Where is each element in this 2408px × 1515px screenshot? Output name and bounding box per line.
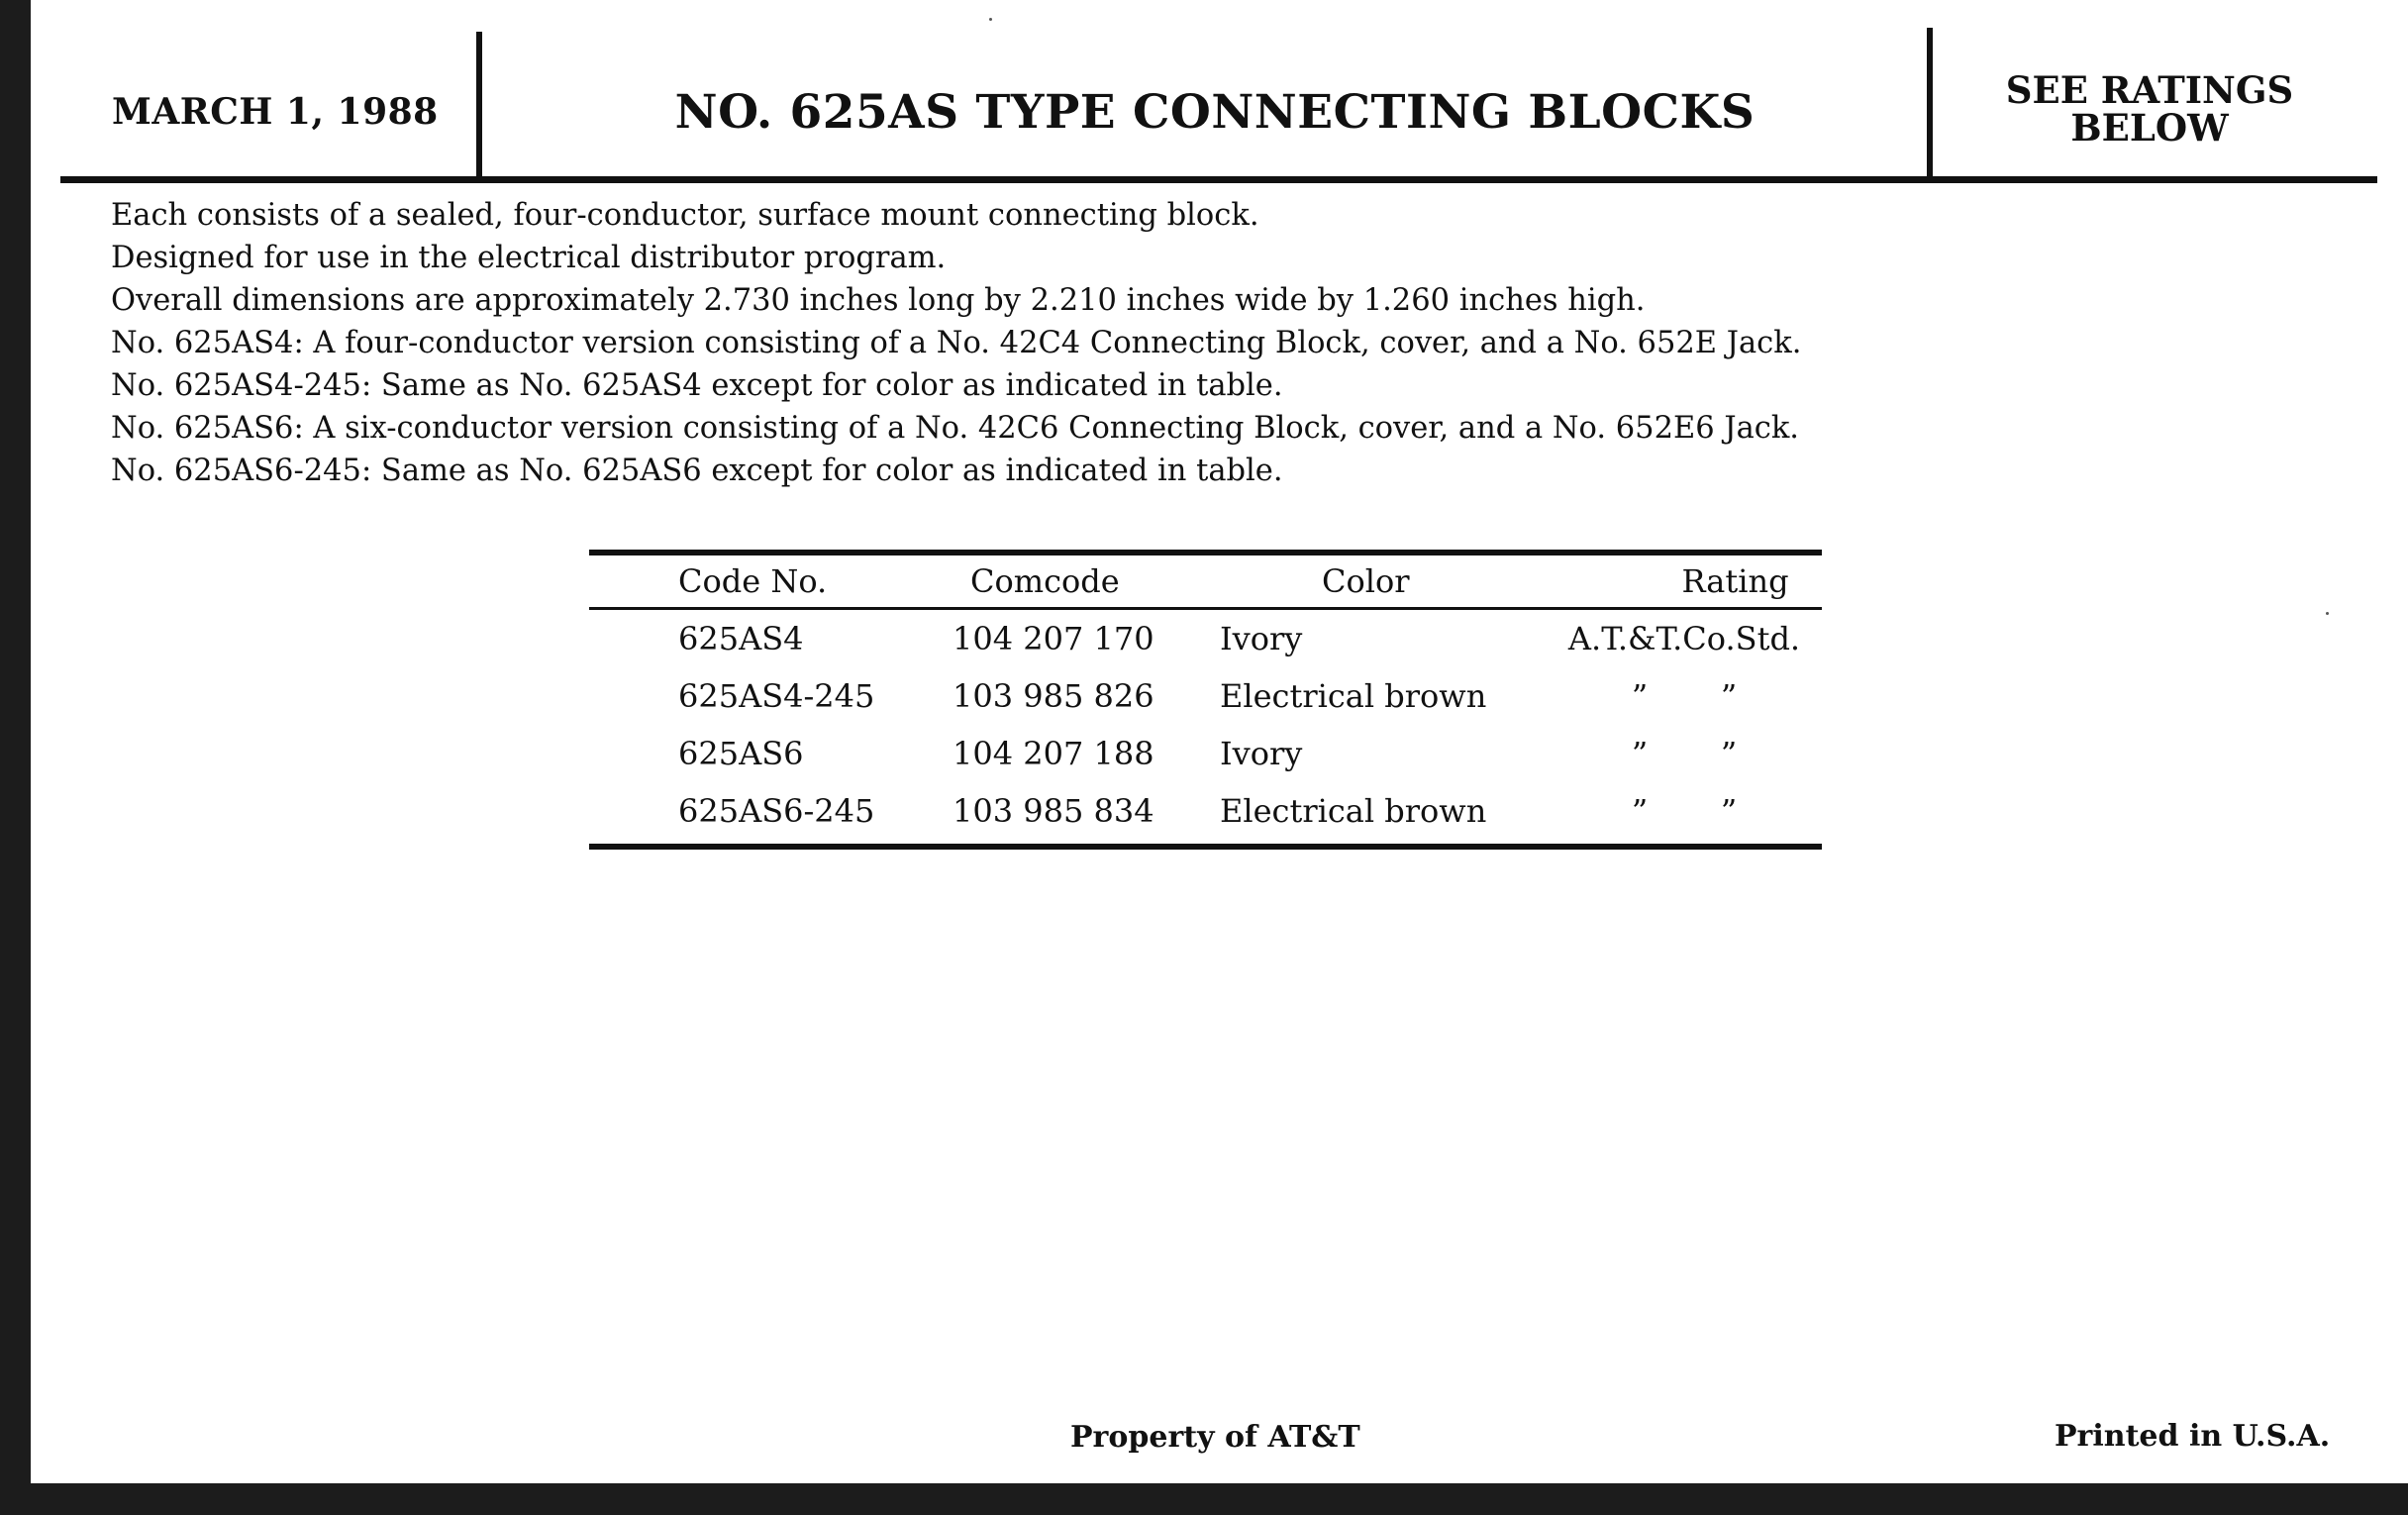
- ditto-mark: ”: [1631, 677, 1649, 715]
- ditto-mark: ”: [1631, 792, 1649, 830]
- table-row: [589, 782, 1822, 840]
- description-block: [111, 194, 2190, 492]
- cell-color: Electrical brown: [1220, 677, 1487, 715]
- column-header-code: Code No.: [678, 562, 828, 600]
- cell-color: Ivory: [1220, 735, 1303, 772]
- description-line: No. 625AS6: A six-conductor version consisting of a No. 42C6 Connecting Block, cover, and a No. 652E6 Jack.: [111, 411, 1800, 446]
- cell-code: 625AS4: [678, 620, 804, 657]
- description-line: Designed for use in the electrical distributor program.: [111, 241, 947, 275]
- document-page: [31, 0, 2408, 1483]
- cell-rating: [1547, 667, 1822, 725]
- column-header-comcode: Comcode: [970, 562, 1120, 600]
- scan-speck: [989, 18, 992, 21]
- footer-printed: Printed in U.S.A.: [2055, 1419, 2331, 1454]
- cell-code: 625AS6-245: [678, 792, 875, 830]
- header-divider-left: [476, 32, 482, 178]
- header-rating-line1: SEE RATINGS: [2005, 68, 2294, 112]
- code-table: [589, 550, 1822, 850]
- table-header-row: [589, 556, 1822, 607]
- page-title: NO. 625AS TYPE CONNECTING BLOCKS: [674, 85, 1756, 140]
- cell-comcode: 104 207 188: [953, 735, 1154, 772]
- table-row: [589, 725, 1822, 782]
- table-row: [589, 667, 1822, 725]
- cell-rating: A.T.&T.Co.Std.: [1567, 620, 1801, 657]
- scan-left-border: [0, 0, 31, 1515]
- code-table-grid: [589, 556, 1822, 607]
- description-line: Overall dimensions are approximately 2.730 inches long by 2.210 inches wide by 1.260 inches high.: [111, 283, 1646, 318]
- description-line: Each consists of a sealed, four-conductor, surface mount connecting block.: [111, 198, 1259, 233]
- cell-comcode: 103 985 834: [953, 792, 1154, 830]
- header-rating-line2: BELOW: [2070, 106, 2229, 150]
- cell-code: 625AS6: [678, 735, 804, 772]
- ditto-mark: ”: [1631, 735, 1649, 772]
- description-line: No. 625AS6-245: Same as No. 625AS6 except for color as indicated in table.: [111, 454, 1283, 488]
- cell-rating: [1547, 782, 1822, 840]
- cell-comcode: 103 985 826: [953, 677, 1154, 715]
- ditto-mark: ”: [1720, 735, 1738, 772]
- ditto-mark: ”: [1720, 792, 1738, 830]
- scan-speck: [2326, 612, 2329, 615]
- cell-color: Electrical brown: [1220, 792, 1487, 830]
- scan-bottom-border: [0, 1483, 2408, 1515]
- column-header-color: Color: [1322, 562, 1410, 600]
- ditto-mark: ”: [1720, 677, 1738, 715]
- header-rating-note: [1952, 68, 2348, 150]
- description-line: No. 625AS4: A four-conductor version consisting of a No. 42C4 Connecting Block, cover, and a No. 652E Jack.: [111, 326, 1802, 360]
- header-divider-right: [1927, 28, 1933, 178]
- table-row: [589, 610, 1822, 667]
- code-table-body: [589, 610, 1822, 840]
- cell-comcode: 104 207 170: [953, 620, 1154, 657]
- header-rule: [60, 176, 2377, 183]
- cell-rating: [1547, 725, 1822, 782]
- table-bottom-rule: [589, 844, 1822, 850]
- footer-property: Property of AT&T: [1070, 1420, 1360, 1455]
- description-line: No. 625AS4-245: Same as No. 625AS4 except for color as indicated in table.: [111, 368, 1283, 403]
- cell-code: 625AS4-245: [678, 677, 875, 715]
- column-header-rating: Rating: [1681, 562, 1789, 600]
- header-date: MARCH 1, 1988: [112, 91, 439, 133]
- cell-color: Ivory: [1220, 620, 1303, 657]
